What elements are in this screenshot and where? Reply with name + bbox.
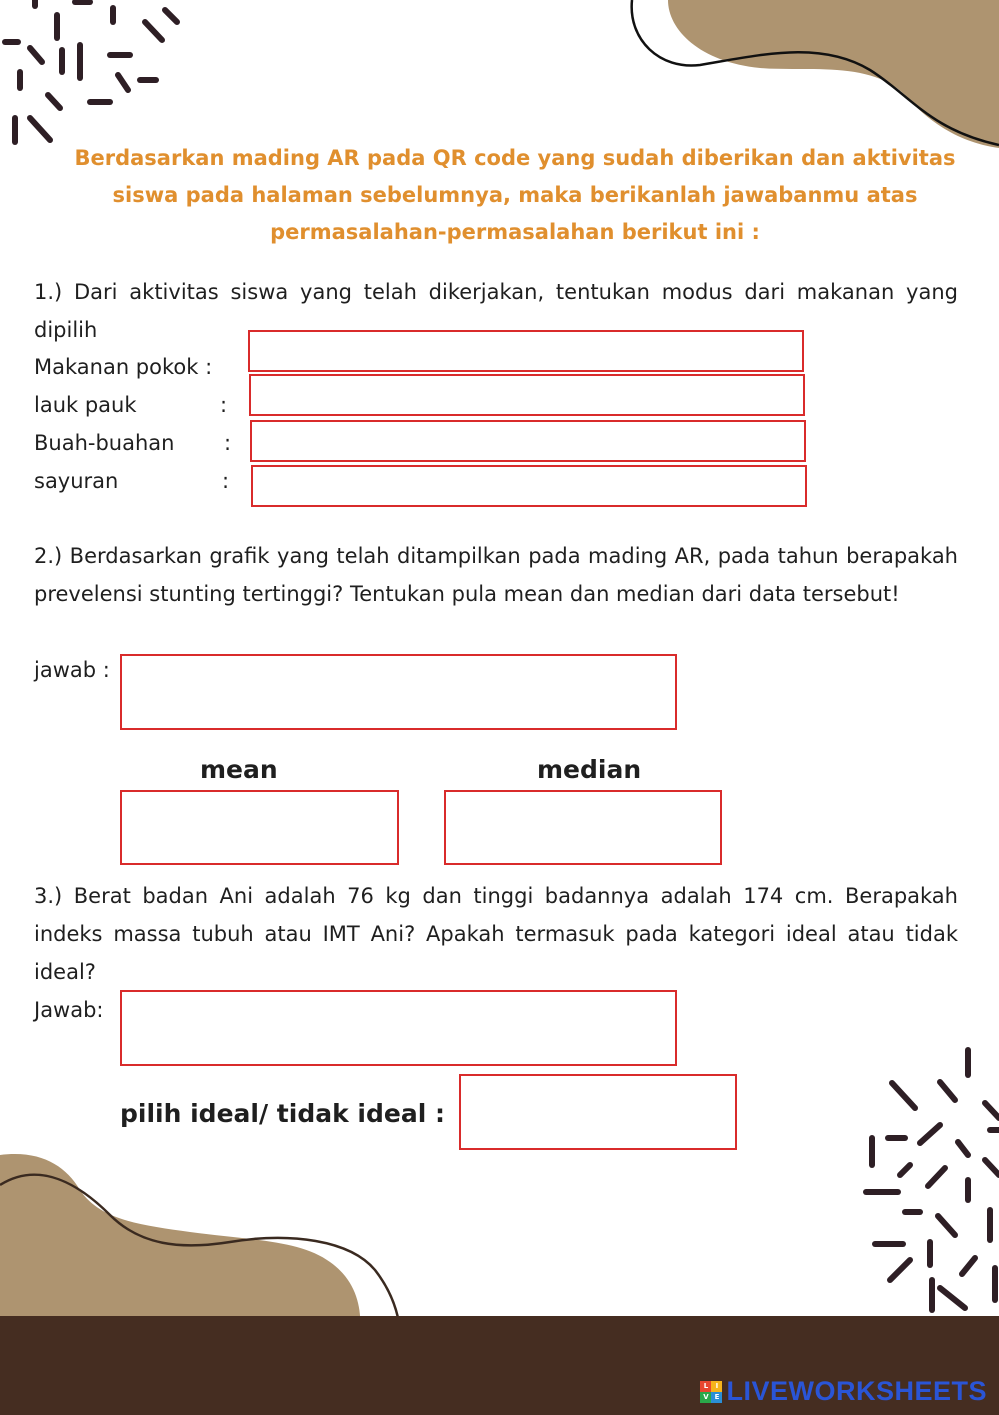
answer-median[interactable] <box>444 790 722 865</box>
answer-mean[interactable] <box>120 790 399 865</box>
answer-makanan-pokok[interactable] <box>248 330 804 372</box>
question-3-text: 3.) Berat badan Ani adalah 76 kg dan tinggi badannya adalah 174 cm. Berapakah indeks massa tubuh atau IMT Ani? Apakah termasuk pada kategori ideal atau tidak ideal? <box>34 884 958 984</box>
top-right-blob <box>668 0 999 148</box>
question-1-text: 1.) Dari aktivitas siswa yang telah dikerjakan, tentukan modus dari makanan yang dipilih <box>34 280 958 342</box>
bottom-right-dash-pattern <box>866 1050 999 1310</box>
choice-label: pilih ideal/ tidak ideal : <box>120 1099 445 1128</box>
footer-bar <box>0 1316 999 1415</box>
field-label-buah-buahan: Buah-buahan <box>34 431 175 455</box>
answer-sayuran[interactable] <box>251 465 807 507</box>
instructions-heading: Berdasarkan mading AR pada QR code yang sudah diberikan dan aktivitas siswa pada halaman sebelumnya, maka berikanlah jawabanmu atas permasalahan-permasalahan berikut ini : <box>74 146 956 244</box>
liveworksheets-text: LIVEWORKSHEETS <box>726 1376 987 1406</box>
logo-letter: L <box>700 1381 711 1392</box>
field-label-makanan-pokok: Makanan pokok : <box>34 355 213 379</box>
liveworksheets-logo-icon <box>700 1381 722 1403</box>
field-label-lauk-pauk: lauk pauk <box>34 393 137 417</box>
question-3-answer-label: Jawab: <box>34 998 104 1022</box>
field-label-sayuran: sayuran <box>34 469 119 493</box>
answer-q3-imt[interactable] <box>120 990 677 1066</box>
logo-letter: I <box>711 1381 722 1392</box>
median-label: median <box>537 755 642 784</box>
field-colon: : <box>224 431 232 455</box>
top-left-dash-pattern <box>5 0 177 142</box>
answer-buah-buahan[interactable] <box>250 420 806 462</box>
logo-letter: E <box>711 1392 722 1403</box>
liveworksheets-brand[interactable] <box>700 1376 987 1407</box>
answer-lauk-pauk[interactable] <box>249 374 805 416</box>
question-2-answer-label: jawab : <box>34 658 110 682</box>
mean-label: mean <box>200 755 278 784</box>
field-colon: : <box>222 469 230 493</box>
answer-q2-year[interactable] <box>120 654 677 730</box>
field-colon: : <box>220 393 228 417</box>
question-2-text: 2.) Berdasarkan grafik yang telah ditampilkan pada mading AR, pada tahun berapakah prevelensi stunting tertinggi? Tentukan pula mean dan median dari data tersebut! <box>34 544 958 606</box>
answer-ideal-choice[interactable] <box>459 1074 737 1150</box>
logo-letter: V <box>700 1392 711 1403</box>
